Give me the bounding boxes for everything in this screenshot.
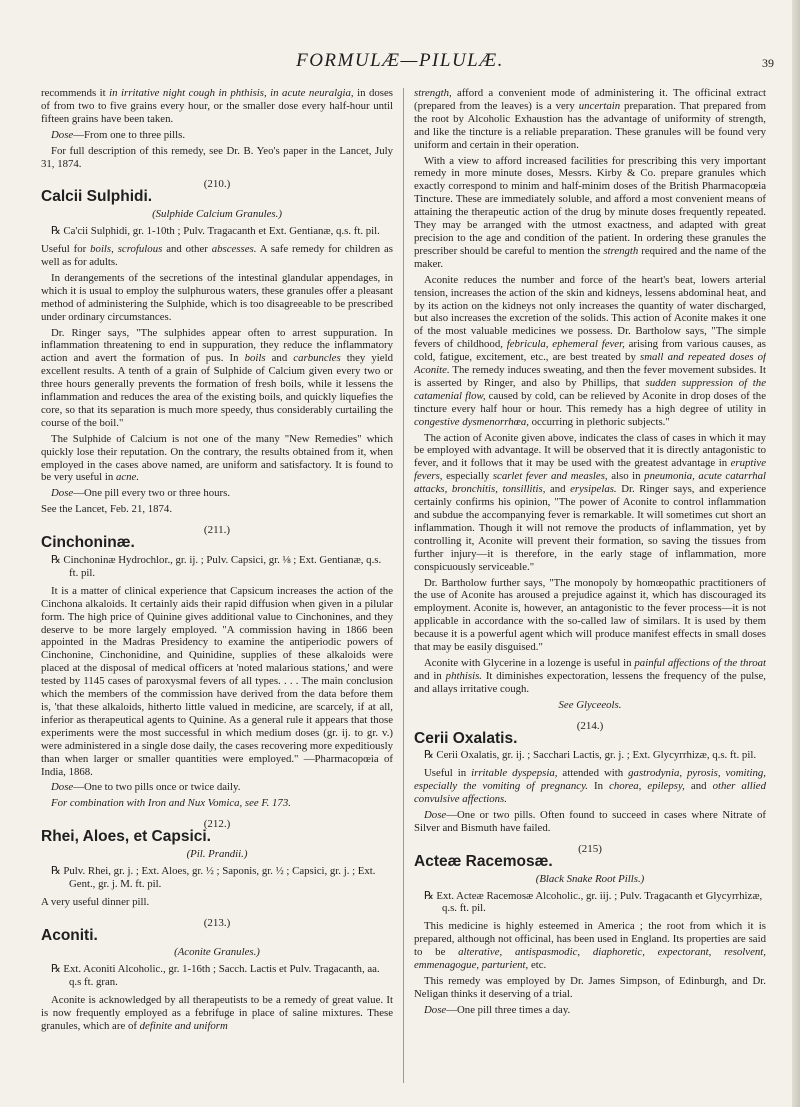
- text-run: and: [265, 352, 294, 365]
- text-run: in doses of from two to five grains every hour, or the smaller dose every half-hour until fifteen grains have been taken.: [41, 87, 393, 125]
- paragraph-aconite-3: [414, 274, 766, 429]
- text-run: eruptive fevers,: [414, 457, 766, 483]
- paragraph-aconite-5: Dr. Bartholow further says, "The monopoly by homœopathic practitioners of the use of Aconite has aroused a prejudice against it, which has discouraged its employment. Aconite is, however, an antagonistic to the fever process—it is not applicable in accordance with the so-called law of similars. It is used by them because it is a powerful agent which will produce manifest effects in small doses that may be easily disguised.": [414, 576, 766, 654]
- running-title: FORMULÆ—PILULÆ.: [296, 50, 504, 71]
- text-run: in irritative night cough in phthisis, in acute neuralgia,: [109, 87, 354, 99]
- paragraph-210-1: In derangements of the secretions of the intestinal glandular appendages, in which it is usual to employ the sulphurous waters, these granules offer a pleasant method of administering the Sulphide, which is too disagreeable to be prescribed under ordinary circumstances.: [41, 271, 393, 323]
- text-run: strength,: [414, 87, 452, 99]
- formula-title-212: Rhei, Aloes, et Capsici.: [41, 828, 211, 846]
- formula-number-214: (214.): [576, 719, 604, 732]
- formula-number-215: (215): [578, 842, 602, 855]
- text-run: arising from various causes, as cold, fatigue, excitement, etc., are best treated by: [414, 338, 766, 364]
- text-run: alterative, antispasmodic, diaphoretic, expectorant, resolvent, emmenagogue, parturient,: [414, 946, 766, 972]
- continuation-paragraph: [414, 87, 766, 152]
- text-run: preparation. That prepared from the root by Alcoholic Exhaustion has the advantage of uniformity of strength, and like the tincture is a reliable preparation. These granules will be found very uniform and certain in their operation.: [414, 99, 766, 151]
- text-run: small and repeated doses of Aconite.: [414, 351, 766, 377]
- text-run: sudden suppression of the catamenial flow,: [414, 376, 766, 402]
- text-run: febricula, ephemeral fever,: [506, 338, 625, 351]
- text-run: Dr. Ringer says, and experience certainly confirms his opinion, "The power of Aconite to control inflammation and subdue the accompanying fever is remarkable. It will sometimes cut short an inflammation. Though it will not remove the products of inflammation, yet by controlling it, Aconite will prevent their formation, so saving the tissues from further injury—it is therefore, in the early stage of inflammation, more conspicuously serviceable.": [414, 483, 766, 573]
- formula-title-215: Acteæ Racemosæ.: [414, 852, 553, 870]
- intro-dose: Dose—From one to three pills.: [51, 128, 186, 141]
- text-run: attended with: [557, 767, 629, 780]
- paragraph-211-1: It is a matter of clinical experience that Capsicum increases the action of the Cinchona alkaloids. It certainly aids their rapid diffusion when given in a pilular form. The high price of Quinine gives additional value to Cinchonines, and they deserve to be more largely employed. "A commission having in 1866 been appointed in the Madras Presidency to examine the antiperiodic powers of Cinchonine, Cinchonidine, and Quinidine, supplies of these alkaloids were placed at the disposal of medical officers at 'noted malarious stations,' and were tested by 1145 cases of paroxysmal fevers of all types. . . . The main conclusion which the members of the commission have derived from the data before them is, 'that these alkaloids, hitherto little valued in medicine, are scarcely, if at all, inferior as therapeutical agents to Quinine. As a general rule it appears that those experiments were the most successful in which medium doses (gr. ij. to gr. v.) were administered in a single dose daily, the cases recovering more expeditiously than when larger or smaller quantities were employed." —Pharmacopœia of India, 1868.: [41, 584, 393, 778]
- text-run: carbuncles: [293, 352, 341, 365]
- text-run: chorea, epilepsy,: [609, 780, 685, 793]
- text-run: occurring in plethoric subjects.": [528, 415, 670, 428]
- paragraph-213-1: [41, 994, 393, 1033]
- paragraph-210-2: [41, 327, 393, 430]
- text-run: strength: [603, 244, 639, 257]
- left-column: [41, 87, 393, 1087]
- formula-number-212: (212.): [203, 818, 231, 831]
- recipe-210: ℞ Ca'cii Sulphidi, gr. 1-10th ; Pulv. Tragacanth et Ext. Gentianæ, q.s. ft. pil.: [51, 225, 380, 238]
- text-run: etc.: [528, 959, 547, 972]
- text-run: scarlet fever and measles,: [492, 470, 608, 483]
- formula-number-213: (213.): [203, 916, 231, 929]
- text-run: The remedy induces sweating, and then the fever movement subsides. It is asserted by Ringer, and also by Phillips, that: [414, 364, 766, 389]
- text-run: abscesses.: [211, 243, 257, 256]
- text-run: erysipelas.: [570, 483, 617, 496]
- text-run: required and the name of the maker.: [414, 244, 766, 270]
- text-run: and: [545, 483, 571, 496]
- text-run: A safe remedy for children as well as for adults.: [41, 243, 393, 268]
- intro-paragraph: [41, 87, 393, 126]
- paragraph-aconite-4: [414, 432, 766, 574]
- column-rule: [403, 88, 404, 1083]
- formula-subtitle-210: (Sulphide Calcium Granules.): [152, 208, 282, 221]
- formula-subtitle-213: (Aconite Granules.): [174, 946, 260, 959]
- paragraph-215-2: This remedy was employed by Dr. James Simpson, of Edinburgh, and Dr. Neligan thinks it deserving of a trial.: [414, 975, 766, 1000]
- recipe-211: ℞ Cinchoninæ Hydrochlor., gr. ij. ; Pulv. Capsici, gr. ⅛ ; Ext. Gentianæ, q.s. ft. pil.: [51, 554, 382, 579]
- text-run: irritable dyspepsia,: [471, 767, 558, 780]
- text-run: Aconite reduces the number and force of the heart's beat, lowers arterial tension, increases the action of the skin and kidneys, lessens abdominal heat, and by its action on the kidneys not only increases the quantity of water discharged, but also increases the excretion of the solids. This action of Aconite makes it one of the most valuable medicines we possess. Dr. Bartholow says, "The simple fevers of childhood,: [414, 273, 766, 351]
- paragraph-aconite-6: [414, 657, 766, 696]
- formula-number-210: (210.): [203, 178, 231, 191]
- text-run: and: [684, 780, 713, 793]
- recipe-212: ℞ Pulv. Rhei, gr. j. ; Ext. Aloes, gr. ½ ; Saponis, gr. ½ ; Capsici, gr. j. ; Ext. Gent., gr. j. M. ft. pil.: [51, 864, 376, 890]
- dose-215: Dose—One pill three times a day.: [424, 1003, 571, 1016]
- paragraph-210-3: [41, 433, 393, 485]
- note-212: A very useful dinner pill.: [41, 895, 150, 908]
- text-run: congestive dysmenorrhœa,: [414, 415, 529, 428]
- paragraph-215-1: [414, 920, 766, 972]
- text-run: phthisis.: [445, 669, 482, 682]
- page-number: 39: [762, 56, 774, 70]
- formula-number-211: (211.): [203, 524, 231, 537]
- recipe-214: ℞ Cerii Oxalatis, gr. ij. ; Sacchari Lactis, gr. j. ; Ext. Glycyrrhizæ, q.s. ft. pil.: [424, 749, 757, 762]
- text-run: It diminishes expectoration, lessens the frequency of the pulse, and allays irritative cough.: [414, 669, 766, 695]
- text-run: also in: [607, 470, 645, 483]
- see-reference: See Glyceeols.: [558, 698, 622, 711]
- page-edge: [792, 0, 800, 1107]
- paragraph-aconite-2: [414, 155, 766, 271]
- text-run: The Sulphide of Calcium is not one of the many "New Remedies" which quickly lose their reputation. On the contrary, the results obtained from it, when employed in the cases above named, are uniform and satisfactory. It is found to be very useful in: [41, 432, 393, 484]
- text-run: The action of Aconite given above, indicates the class of cases in which it may be employed with advantage. It will be observed that it is directly antagonistic to fever, and it follows that it may be used with the greatest advantage in: [414, 431, 766, 470]
- text-run: This medicine is highly esteemed in America ; the root from which it is prepared, although not officinal, has been used in England. Its properties are said to be: [414, 920, 766, 959]
- text-run: recommends it: [41, 87, 110, 99]
- text-run: they yield excellent results. A tenth of a grain of Sulphide of Calcium given every two or three hours generally prevents the formation of fresh boils, while it lessens the inflammation and reduces the area of the existing boils, and quickly liquefies the core, so that its separation is much more speedy, thus considerably curtailing the course of the boil.": [41, 352, 393, 429]
- formula-title-213: Aconiti.: [41, 926, 98, 944]
- text-run: In: [587, 780, 610, 793]
- text-run: painful affections of the throat: [634, 656, 766, 669]
- text-run: especially: [442, 470, 493, 483]
- formula-subtitle-215: (Black Snake Root Pills.): [535, 872, 645, 885]
- use-paragraph-210: [41, 243, 393, 269]
- text-run: definite and uniform: [139, 1020, 228, 1032]
- text-run: Useful for: [41, 243, 91, 256]
- text-run: boils, scrofulous: [90, 243, 163, 256]
- intro-reference: For full description of this remedy, see Dr. B. Yeo's paper in the Lancet, July 31, 1874.: [41, 144, 393, 170]
- formula-title-214: Cerii Oxalatis.: [414, 729, 518, 747]
- recipe-213: ℞ Ext. Aconiti Alcoholic., gr. 1-16th ; Sacch. Lactis et Pulv. Tragacanth, aa. q.s ft. gran.: [51, 963, 380, 989]
- text-run: Aconite with Glycerine in a lozenge is useful in: [424, 656, 635, 669]
- text-run: and in: [414, 669, 446, 682]
- text-run: gastrodynia, pyrosis, vomiting, especially the vomiting of pregnancy.: [414, 767, 766, 793]
- dose-211: Dose—One to two pills once or twice daily.: [51, 781, 241, 794]
- text-run: and other: [162, 243, 212, 256]
- text-run: acne.: [115, 471, 140, 484]
- text-run: other allied convulsive affections.: [414, 780, 766, 806]
- text-run: boils: [244, 352, 266, 365]
- recipe-215: ℞ Ext. Acteæ Racemosæ Alcoholic., gr. iij. ; Pulv. Tragacanth et Glycyrrhizæ, q.s. ft. pil.: [424, 889, 763, 915]
- combination-211: For combination with Iron and Nux Vomica, see F. 173.: [51, 797, 291, 810]
- formula-title-211: Cinchoninæ.: [41, 534, 135, 552]
- text-run: Dr. Ringer says, "The sulphides appear often to arrest suppuration. In inflammation threatening to end in suppuration, they reduce the inflammatory action and avert the formation of pus. In: [41, 326, 393, 365]
- right-column: [414, 87, 766, 1087]
- text-run: afford a convenient mode of administering it. The officinal extract (prepared from the leaves) is a very: [414, 87, 766, 112]
- text-run: Useful in: [424, 767, 472, 780]
- text-run: caused by cold, can be relieved by Aconite in drop doses of the tincture every half hour or hour. This remedy has a high degree of utility in: [414, 389, 766, 415]
- formula-subtitle-212: (Pil. Prandii.): [186, 848, 248, 861]
- text-run: With a view to afford increased facilities for prescribing this very important remedy in more minute doses, Messrs. Kirby & Co. prepare granules which exactly correspond to minim and half-minim doses of the British Pharmacopœia Tincture. These are immediately soluble, and afford a most convenient means of attaining the therapeutic action of the drug by minute doses frequently repeated. They may be arranged with the utmost exactness, and adapted with great precision to the age and condition of the patient. In ordering these granules the prescriber should be careful to mention the: [414, 154, 766, 257]
- dose-210: Dose—One pill every two or three hours.: [51, 487, 231, 500]
- formula-title-210: Calcii Sulphidi.: [41, 188, 153, 206]
- page-header: [0, 50, 800, 80]
- reference-210: See the Lancet, Feb. 21, 1874.: [41, 503, 173, 516]
- dose-214: Dose—One or two pills. Often found to succeed in cases where Nitrate of Silver and Bismuth have failed.: [414, 809, 766, 834]
- text-run: uncertain: [578, 99, 621, 112]
- text-run: pneumonia, acute catarrhal attacks, bronchitis, tonsillitis,: [414, 470, 766, 496]
- text-run: Aconite is acknowledged by all therapeutists to be a remedy of great value. It is now frequently employed as a febrifuge in place of saline mixtures. These granules, which are of: [41, 994, 393, 1032]
- use-paragraph-214: [414, 767, 766, 806]
